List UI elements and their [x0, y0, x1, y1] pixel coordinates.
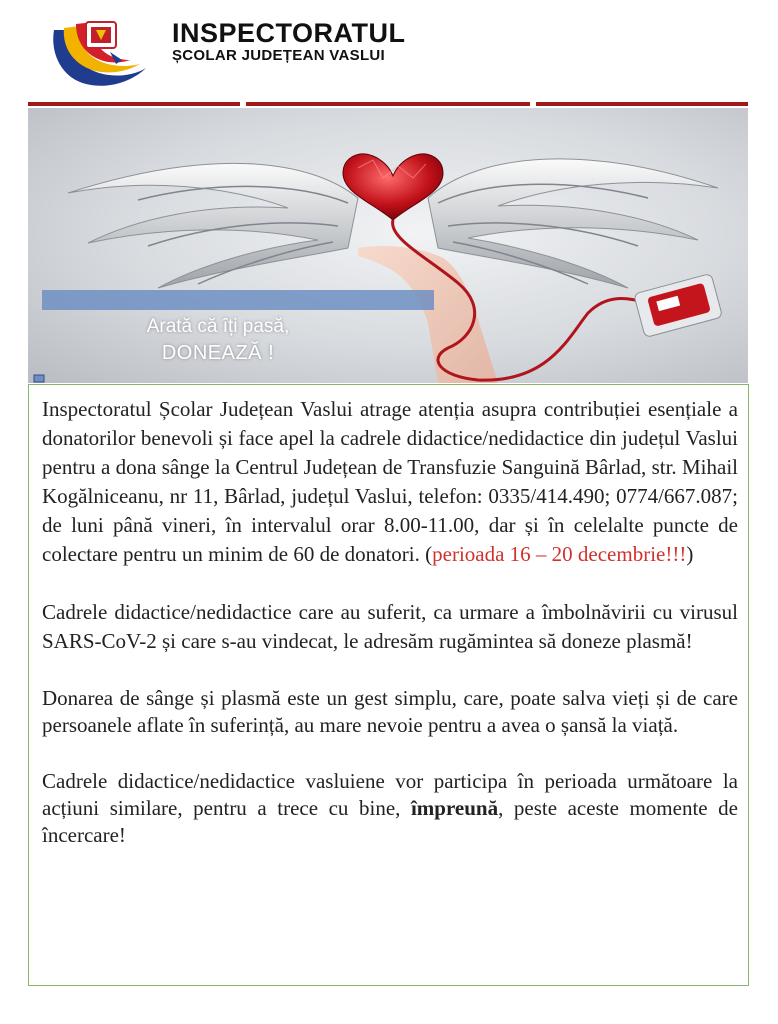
slogan-line1: Arată că îți pasă,	[146, 316, 290, 337]
paragraph-importance: Donarea de sânge și plasmă este un gest simplu, care, poate salva vieți și de care persoanele aflate în suferință, au mare nevoie pentru a avea o șansă la viață.	[42, 686, 738, 737]
left-wing-icon	[68, 163, 358, 288]
header-divider	[28, 102, 240, 106]
together-emphasis: împreună	[410, 796, 499, 820]
paragraph-appeal	[42, 395, 738, 569]
heart-icon	[343, 154, 443, 220]
paragraph-plasma: Cadrele didactice/nedidactice care au suferit, ca urmare a îmbolnăvirii cu virusul SARS-CoV-2 și care s-au vindecat, le adresăm rugămintea să doneze plasmă!	[42, 600, 738, 653]
banner-slogan	[88, 314, 348, 366]
header-divider	[246, 102, 530, 106]
slogan-line2: DONEAZĂ !	[161, 342, 275, 364]
header-title-line2: ȘCOLAR JUDEȚEAN VASLUI	[172, 47, 386, 64]
blood-bag-icon	[634, 273, 723, 337]
future-actions-end: , peste aceste momente de încercare!	[42, 796, 738, 847]
appeal-close: )	[686, 542, 694, 566]
future-actions-text: Cadrele didactice/nedidactice vasluiene vor participa în perioada următoare la acțiuni similare, pentru a trece cu bine,	[42, 769, 738, 820]
header-title-line1: INSPECTORATUL	[172, 18, 406, 48]
banner-corner-marker	[34, 375, 44, 382]
arm-illustration	[358, 246, 498, 383]
header-divider	[536, 102, 748, 106]
donation-banner	[28, 108, 748, 383]
period-highlight: perioada 16 – 20 decembrie!!!	[432, 542, 687, 566]
banner-overlay-bar	[42, 290, 434, 310]
appeal-text: Inspectoratul Școlar Județean Vaslui atrage atenția asupra contribuției esențiale a donatorilor benevoli și face apel la cadrele didactice/nedidactice din județul Vaslui pentru a dona sânge la Centrul Județean de Transfuzie Sanguină Bârlad, str. Mihail Kogălniceanu, nr 11, Bârlad, județul Vaslui, telefon: 0335/414.490; 0774/667.087; de luni până vineri, în intervalul orar 8.00-11.00, dar și în celelalte puncte de colectare pentru un minim de 60 de donatori. (	[42, 397, 738, 566]
announcement-text-box	[28, 384, 749, 986]
inspectorate-logo-icon	[46, 18, 154, 88]
paragraph-future-actions	[42, 768, 738, 849]
header	[0, 0, 778, 104]
right-wing-icon	[428, 159, 718, 288]
